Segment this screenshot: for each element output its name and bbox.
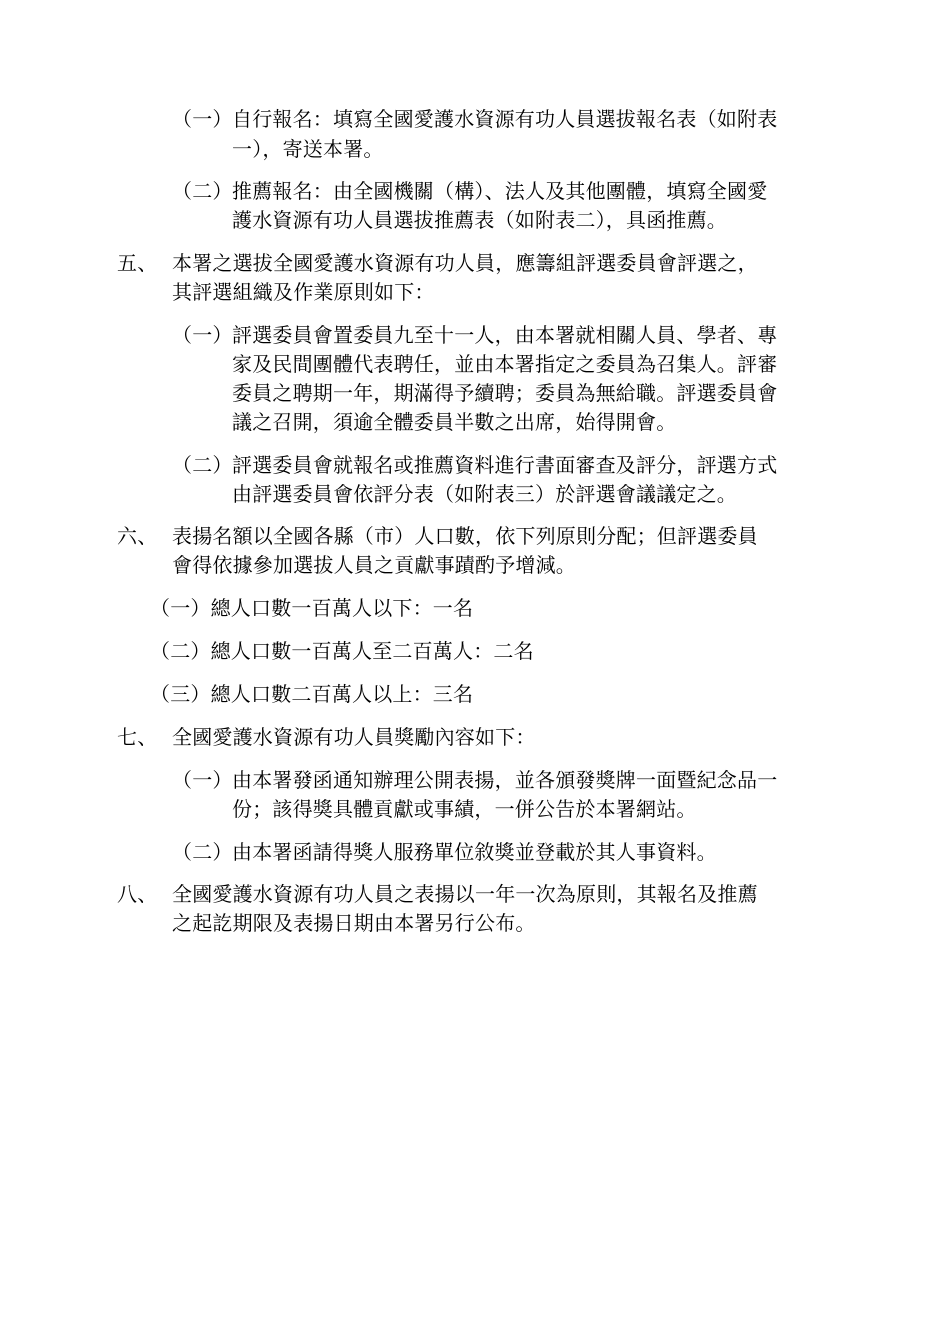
item6-marker: 六、 bbox=[117, 524, 158, 548]
item5-sub1-line1: 評選委員會置委員九至十一人，由本署就相關人員、學者、專 bbox=[232, 323, 778, 347]
item4-sub1-line2: 一），寄送本署。 bbox=[232, 137, 384, 161]
item4-sub1-line1: 自行報名：填寫全國愛護水資源有功人員選拔報名表（如附表 bbox=[232, 107, 778, 131]
item7-sub2-line1: 由本署函請得獎人服務單位敘獎並登載於其人事資料。 bbox=[232, 840, 717, 864]
item5-marker: 五、 bbox=[117, 251, 158, 275]
item4-sub2-marker: （二） bbox=[172, 179, 233, 203]
item7-sub1-line2: 份；該得獎具體貢獻或事績，一併公告於本署網站。 bbox=[232, 797, 697, 821]
item5-line1: 本署之選拔全國愛護水資源有功人員，應籌組評選委員會評選之， bbox=[172, 251, 758, 275]
item5-sub1-line4: 議之召開，須逾全體委員半數之出席，始得開會。 bbox=[232, 410, 677, 434]
item7-sub1-marker: （一） bbox=[172, 768, 233, 792]
item5-sub2-marker: （二） bbox=[172, 453, 233, 477]
item5-sub1-line3: 委員之聘期一年，期滿得予續聘；委員為無給職。評選委員會 bbox=[232, 381, 778, 405]
item7-sub2-marker: （二） bbox=[172, 840, 233, 864]
item5-sub1-line2: 家及民間團體代表聘任，並由本署指定之委員為召集人。評審 bbox=[232, 352, 778, 376]
item7-marker: 七、 bbox=[117, 725, 158, 749]
item5-line2: 其評選組織及作業原則如下： bbox=[172, 280, 435, 304]
item6-line2: 會得依據參加選拔人員之貢獻事蹟酌予增減。 bbox=[172, 553, 576, 577]
item6-sub3: （三）總人口數二百萬人以上：三名 bbox=[150, 682, 474, 706]
item5-sub1-marker: （一） bbox=[172, 323, 233, 347]
item5-sub2-line2: 由評選委員會依評分表（如附表三）於評選會議議定之。 bbox=[232, 482, 737, 506]
item6-sub2: （二）總人口數一百萬人至二百萬人：二名 bbox=[150, 639, 534, 663]
item8-line1: 全國愛護水資源有功人員之表揚以一年一次為原則，其報名及推薦 bbox=[172, 882, 758, 906]
item6-line1: 表揚名額以全國各縣（市）人口數，依下列原則分配；但評選委員 bbox=[172, 524, 758, 548]
item7-line1: 全國愛護水資源有功人員獎勵內容如下： bbox=[172, 725, 536, 749]
item4-sub2-line2: 護水資源有功人員選拔推薦表（如附表二），具函推薦。 bbox=[232, 208, 727, 232]
item8-line2: 之起訖期限及表揚日期由本署另行公布。 bbox=[172, 911, 536, 935]
item6-sub1: （一）總人口數一百萬人以下：一名 bbox=[150, 596, 474, 620]
item5-sub2-line1: 評選委員會就報名或推薦資料進行書面審查及評分，評選方式 bbox=[232, 453, 778, 477]
item7-sub1-line1: 由本署發函通知辦理公開表揚，並各頒發獎牌一面暨紀念品一 bbox=[232, 768, 778, 792]
item4-sub2-line1: 推薦報名：由全國機關（構）、法人及其他團體，填寫全國愛 bbox=[232, 179, 768, 203]
item4-sub1-marker: （一） bbox=[172, 107, 233, 131]
item8-marker: 八、 bbox=[117, 882, 158, 906]
